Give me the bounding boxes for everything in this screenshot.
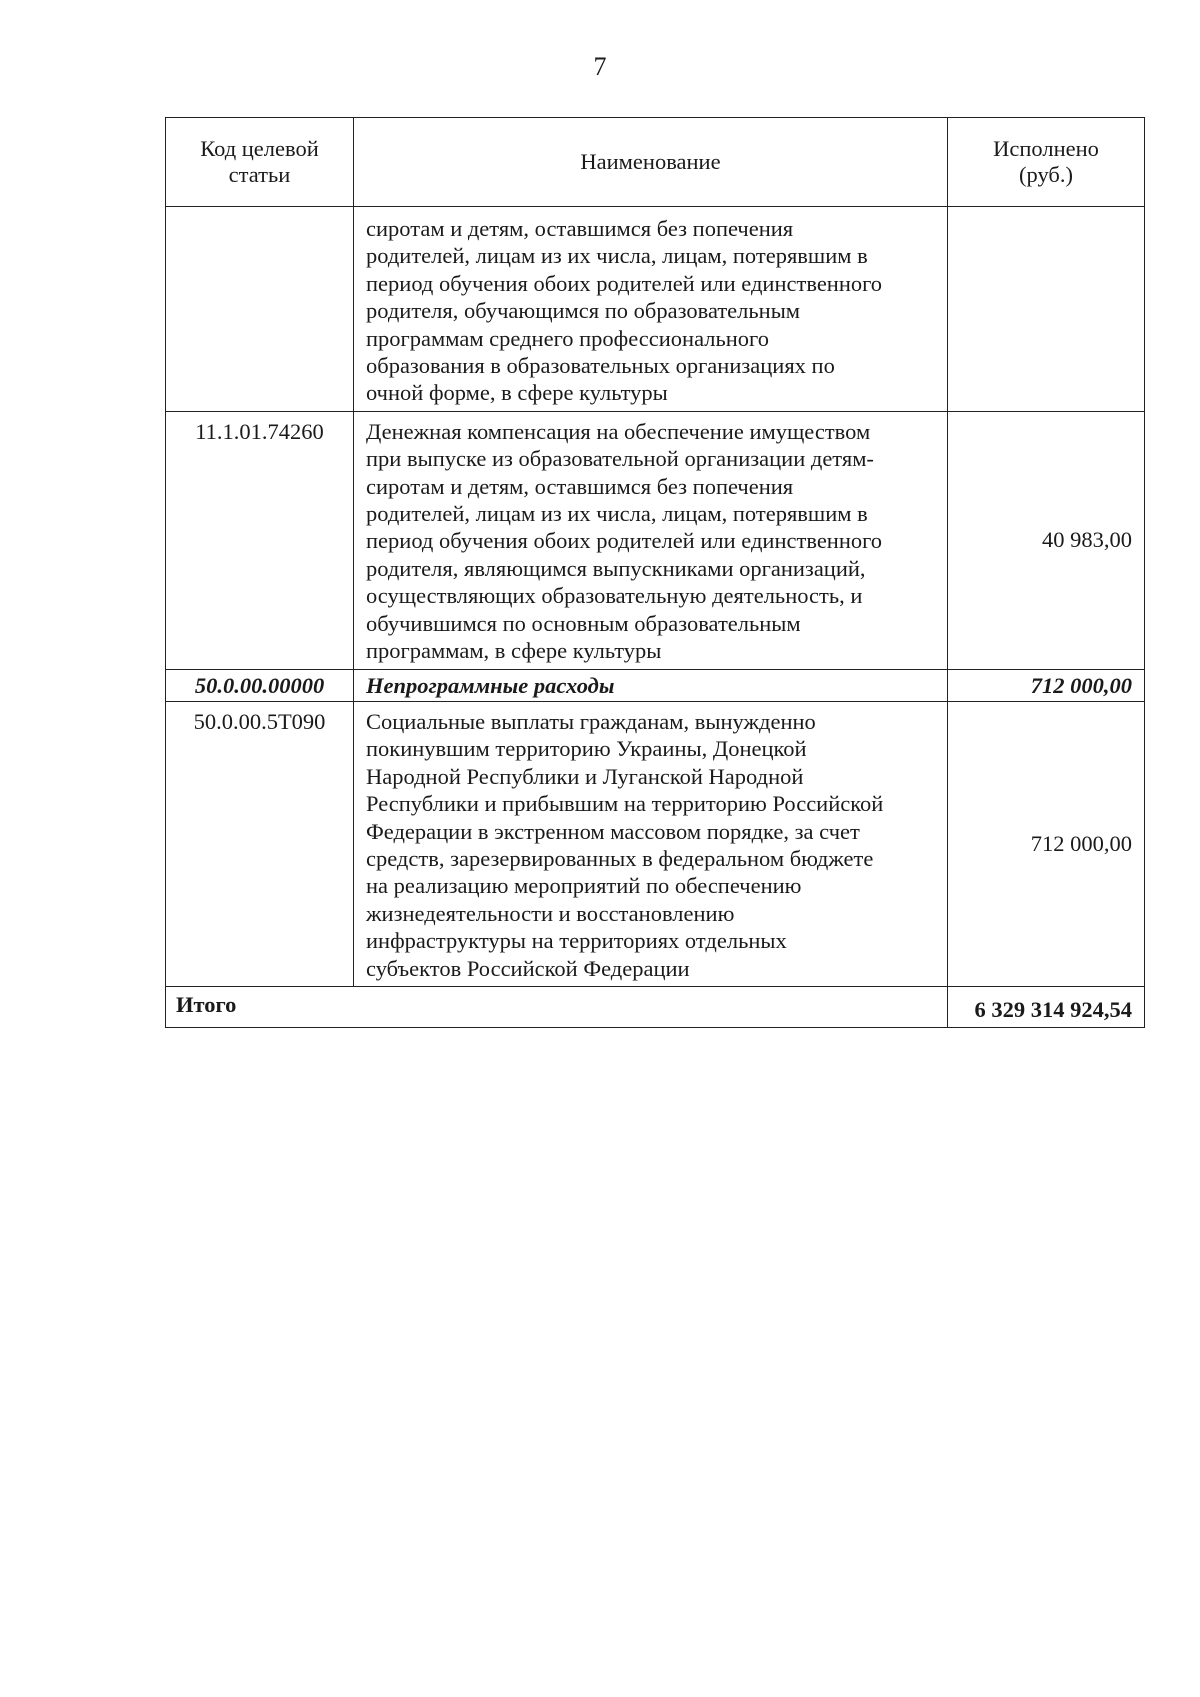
row-amount: [948, 207, 1145, 412]
row-name-line: Республики и прибывшим на территорию Российской: [366, 791, 884, 817]
total-label: Итого: [166, 986, 948, 1027]
row-name-line: период обучения обоих родителей или единственного: [366, 528, 883, 554]
row-name-line: Непрограммные расходы: [366, 672, 615, 698]
table-row-section: [166, 669, 1145, 701]
row-name-line: осуществляющих образовательную деятельность, и: [366, 583, 863, 609]
header-code-line: статьи: [228, 162, 291, 187]
row-name-line: Народной Республики и Луганской Народной: [366, 763, 804, 789]
row-amount: 712 000,00: [948, 669, 1145, 701]
header-amount-line: Исполнено: [993, 136, 1099, 161]
header-code-line: Код целевой: [200, 136, 319, 161]
row-name-line: очной форме, в сфере культуры: [366, 380, 668, 406]
row-code: [166, 207, 354, 412]
row-code: 50.0.00.00000: [166, 669, 354, 701]
row-name-line: родителей, лицам из их числа, лицам, потерявшим в: [366, 243, 868, 269]
table-row: [166, 207, 1145, 412]
row-name: [354, 701, 948, 986]
row-code: 11.1.01.74260: [166, 411, 354, 669]
row-name: [354, 207, 948, 412]
row-name: [354, 411, 948, 669]
row-code: 50.0.00.5Т090: [166, 701, 354, 986]
total-amount: 6 329 314 924,54: [948, 986, 1145, 1027]
row-name-line: инфраструктуры на территориях отдельных: [366, 928, 787, 954]
row-name-line: жизнедеятельности и восстановлению: [366, 900, 735, 926]
header-name-line: Наименование: [580, 149, 721, 174]
row-name-line: покинувшим территорию Украины, Донецкой: [366, 736, 807, 762]
header-name: [354, 118, 948, 207]
table-row: [166, 701, 1145, 986]
row-name-line: родителей, лицам из их числа, лицам, потерявшим в: [366, 501, 868, 527]
row-name-line: при выпуске из образовательной организации детям-: [366, 446, 874, 472]
row-name-line: образования в образовательных организациях по: [366, 353, 835, 379]
row-amount: 40 983,00: [948, 411, 1145, 669]
page-number: 7: [593, 52, 607, 81]
row-name-line: средств, зарезервированных в федеральном бюджете: [366, 845, 874, 871]
row-name-line: родителя, обучающимся по образовательным: [366, 298, 801, 324]
header-amount-line: (руб.): [1019, 162, 1073, 187]
row-name: [354, 669, 948, 701]
row-amount: 712 000,00: [948, 701, 1145, 986]
row-name-line: программам, в сфере культуры: [366, 638, 662, 664]
row-name-line: обучившимся по основным образовательным: [366, 610, 801, 636]
row-name-line: родителя, являющимся выпускниками организаций,: [366, 555, 866, 581]
row-name-line: Социальные выплаты гражданам, вынужденно: [366, 708, 816, 734]
table-header-row: [166, 118, 1145, 207]
row-name-line: на реализацию мероприятий по обеспечению: [366, 873, 802, 899]
row-name-line: период обучения обоих родителей или единственного: [366, 270, 883, 296]
row-name-line: сиротам и детям, оставшимся без попечения: [366, 473, 794, 499]
row-name-line: Денежная компенсация на обеспечение имуществом: [366, 418, 871, 444]
budget-execution-table: [165, 117, 1145, 1028]
row-name-line: субъектов Российской Федерации: [366, 955, 690, 981]
header-amount: [948, 118, 1145, 207]
table-total-row: [166, 986, 1145, 1027]
row-name-line: сиротам и детям, оставшимся без попечения: [366, 216, 794, 241]
row-name-line: Федерации в экстренном массовом порядке, за счет: [366, 818, 860, 844]
table-row: [166, 411, 1145, 669]
header-code: [166, 118, 354, 207]
row-name-line: программам среднего профессионального: [366, 325, 769, 351]
